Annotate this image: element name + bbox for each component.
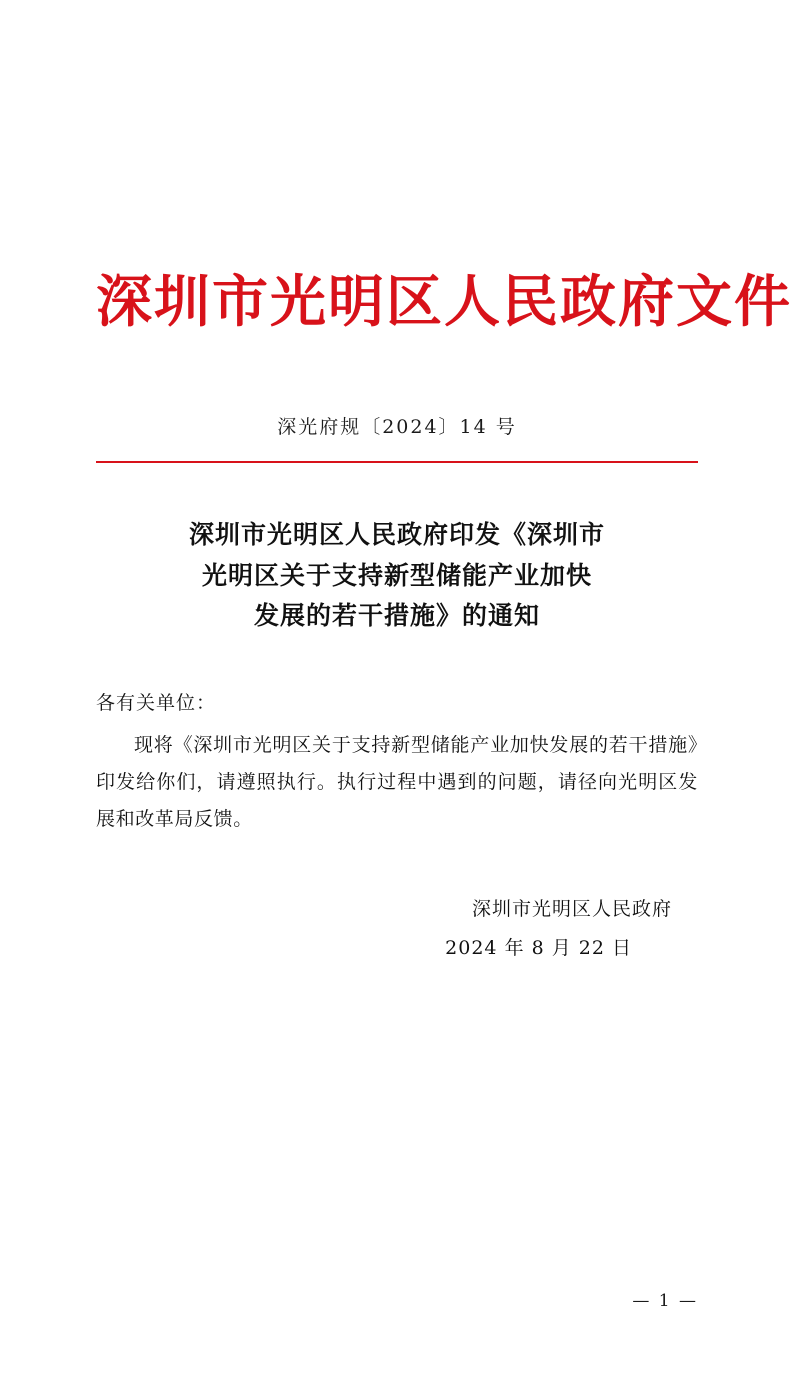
document-masthead: 深圳市光明区人民政府文件 — [96, 269, 792, 335]
signature-organization: 深圳市光明区人民政府 — [471, 897, 672, 920]
document-page — [0, 269, 794, 1395]
page-number: — 1 — — [632, 1291, 698, 1311]
salutation: 各有关单位： — [96, 691, 217, 714]
signature-date: 2024 年 8 月 22 日 — [445, 936, 632, 959]
document-number: 深光府规〔2024〕14 号 — [277, 415, 517, 438]
signature-block — [96, 890, 698, 968]
document-title — [96, 515, 698, 637]
document-title-line-2: 光明区关于支持新型储能产业加快 — [201, 560, 592, 590]
document-title-line-1: 深圳市光明区人民政府印发《深圳市 — [188, 520, 605, 550]
red-divider-rule — [96, 461, 698, 464]
body-paragraph: 现将《深圳市光明区关于支持新型储能产业加快发展的若干措施》印发给你们，请遵照执行。执行过程中遇到的问题，请径向光明区发展和改革局反馈。 — [96, 733, 698, 830]
document-title-line-3: 发展的若干措施》的通知 — [253, 601, 540, 631]
